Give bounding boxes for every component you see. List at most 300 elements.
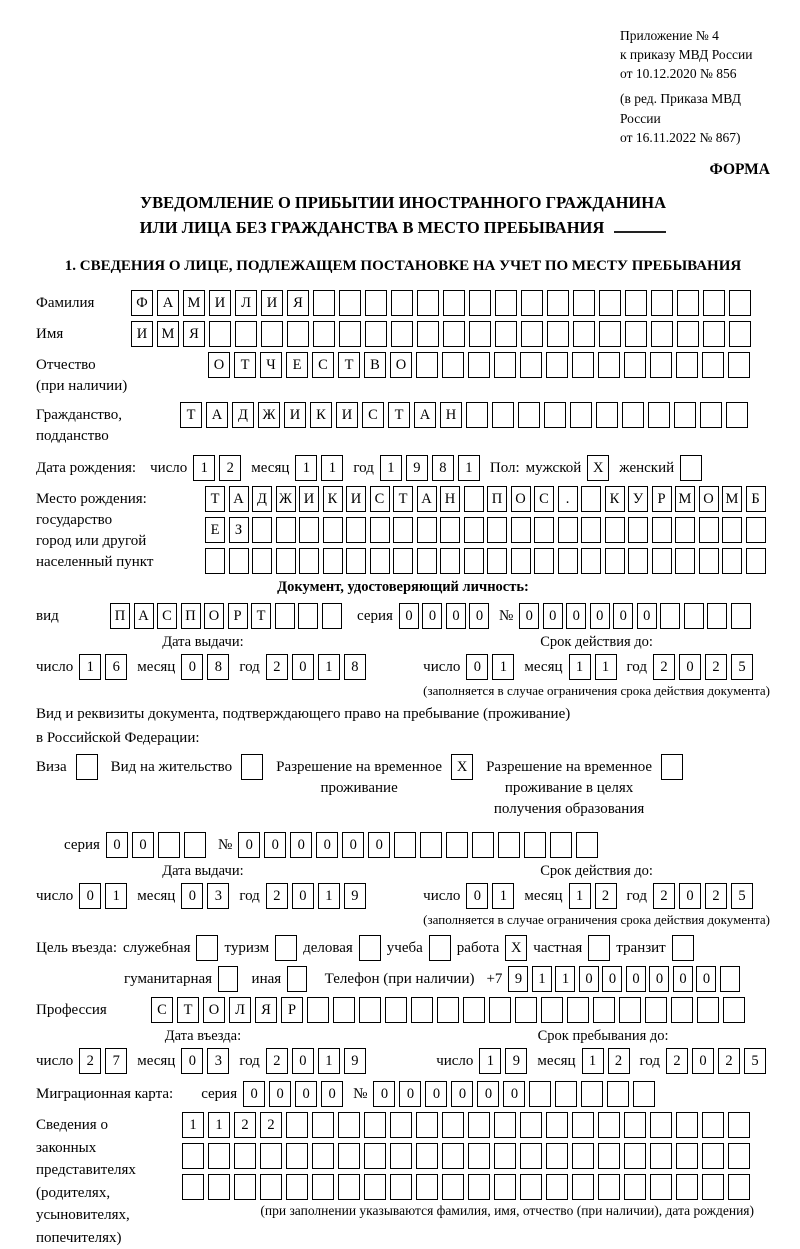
char-box[interactable]: [286, 1112, 308, 1138]
char-box[interactable]: [443, 290, 465, 316]
char-box[interactable]: [520, 352, 542, 378]
char-box[interactable]: [494, 1112, 516, 1138]
char-box[interactable]: [598, 1174, 620, 1200]
char-box[interactable]: 2: [219, 455, 241, 481]
char-box[interactable]: [492, 402, 514, 428]
char-box[interactable]: [494, 352, 516, 378]
char-box[interactable]: 0: [269, 1081, 291, 1107]
char-box[interactable]: [323, 517, 343, 543]
char-box[interactable]: 0: [292, 1048, 314, 1074]
char-box[interactable]: [313, 321, 335, 347]
char-box[interactable]: [520, 1112, 542, 1138]
char-box[interactable]: О: [204, 603, 224, 629]
char-box[interactable]: 0: [181, 883, 203, 909]
char-box[interactable]: [645, 997, 667, 1023]
char-box[interactable]: 1: [318, 654, 340, 680]
char-box[interactable]: 0: [637, 603, 657, 629]
char-box[interactable]: А: [229, 486, 249, 512]
char-box[interactable]: [364, 1143, 386, 1169]
char-box[interactable]: [511, 517, 531, 543]
female-checkbox[interactable]: [680, 455, 702, 481]
char-box[interactable]: [702, 1143, 724, 1169]
char-box[interactable]: Ф: [131, 290, 153, 316]
char-box[interactable]: [208, 1174, 230, 1200]
char-box[interactable]: [313, 290, 335, 316]
temporary-residence-checkbox[interactable]: X: [451, 754, 473, 780]
char-box[interactable]: [359, 997, 381, 1023]
char-box[interactable]: Ж: [276, 486, 296, 512]
char-box[interactable]: [534, 548, 554, 574]
char-box[interactable]: [675, 517, 695, 543]
char-box[interactable]: 2: [653, 654, 675, 680]
char-box[interactable]: [633, 1081, 655, 1107]
char-box[interactable]: [468, 1174, 490, 1200]
char-box[interactable]: [299, 548, 319, 574]
char-box[interactable]: [487, 548, 507, 574]
char-box[interactable]: [598, 1143, 620, 1169]
char-box[interactable]: О: [208, 352, 230, 378]
char-box[interactable]: 2: [234, 1112, 256, 1138]
char-box[interactable]: [702, 1174, 724, 1200]
char-box[interactable]: 0: [649, 966, 669, 992]
char-box[interactable]: [677, 290, 699, 316]
char-box[interactable]: [518, 402, 540, 428]
education-residence-checkbox[interactable]: [661, 754, 683, 780]
char-box[interactable]: 0: [290, 832, 312, 858]
char-box[interactable]: С: [534, 486, 554, 512]
char-box[interactable]: Е: [205, 517, 225, 543]
char-box[interactable]: [446, 832, 468, 858]
char-box[interactable]: [298, 603, 318, 629]
char-box[interactable]: [726, 402, 748, 428]
char-box[interactable]: [260, 1143, 282, 1169]
char-box[interactable]: [676, 1112, 698, 1138]
char-box[interactable]: 0: [106, 832, 128, 858]
char-box[interactable]: [660, 603, 680, 629]
purpose-transit-checkbox[interactable]: [672, 935, 694, 961]
char-box[interactable]: [286, 1174, 308, 1200]
char-box[interactable]: [391, 321, 413, 347]
char-box[interactable]: [437, 997, 459, 1023]
char-box[interactable]: [442, 1174, 464, 1200]
char-box[interactable]: [723, 997, 745, 1023]
char-box[interactable]: С: [370, 486, 390, 512]
char-box[interactable]: [420, 832, 442, 858]
char-box[interactable]: [205, 548, 225, 574]
char-box[interactable]: 1: [479, 1048, 501, 1074]
char-box[interactable]: 0: [519, 603, 539, 629]
char-box[interactable]: Ж: [258, 402, 280, 428]
char-box[interactable]: [625, 321, 647, 347]
char-box[interactable]: У: [628, 486, 648, 512]
char-box[interactable]: [463, 997, 485, 1023]
char-box[interactable]: [703, 321, 725, 347]
char-box[interactable]: [702, 1112, 724, 1138]
char-box[interactable]: С: [157, 603, 177, 629]
char-box[interactable]: [234, 1143, 256, 1169]
char-box[interactable]: [555, 1081, 577, 1107]
char-box[interactable]: [581, 517, 601, 543]
char-box[interactable]: С: [151, 997, 173, 1023]
char-box[interactable]: 0: [626, 966, 646, 992]
char-box[interactable]: [252, 548, 272, 574]
char-box[interactable]: Я: [287, 290, 309, 316]
char-box[interactable]: [619, 997, 641, 1023]
char-box[interactable]: [521, 321, 543, 347]
char-box[interactable]: 2: [666, 1048, 688, 1074]
char-box[interactable]: Я: [183, 321, 205, 347]
char-box[interactable]: [728, 1174, 750, 1200]
char-box[interactable]: [650, 352, 672, 378]
char-box[interactable]: 6: [105, 654, 127, 680]
char-box[interactable]: Р: [652, 486, 672, 512]
char-box[interactable]: 1: [79, 654, 101, 680]
char-box[interactable]: [534, 517, 554, 543]
char-box[interactable]: Ч: [260, 352, 282, 378]
char-box[interactable]: И: [299, 486, 319, 512]
char-box[interactable]: [729, 321, 751, 347]
char-box[interactable]: 1: [492, 883, 514, 909]
char-box[interactable]: [364, 1112, 386, 1138]
char-box[interactable]: Т: [177, 997, 199, 1023]
char-box[interactable]: 1: [318, 1048, 340, 1074]
char-box[interactable]: [339, 321, 361, 347]
char-box[interactable]: 1: [182, 1112, 204, 1138]
char-box[interactable]: 2: [595, 883, 617, 909]
char-box[interactable]: [546, 352, 568, 378]
char-box[interactable]: [487, 517, 507, 543]
char-box[interactable]: Я: [255, 997, 277, 1023]
char-box[interactable]: [276, 517, 296, 543]
char-box[interactable]: Т: [338, 352, 360, 378]
char-box[interactable]: 1: [532, 966, 552, 992]
char-box[interactable]: [598, 1112, 620, 1138]
char-box[interactable]: 0: [579, 966, 599, 992]
char-box[interactable]: [684, 603, 704, 629]
char-box[interactable]: [746, 548, 766, 574]
char-box[interactable]: 3: [207, 1048, 229, 1074]
char-box[interactable]: [731, 603, 751, 629]
char-box[interactable]: 0: [295, 1081, 317, 1107]
char-box[interactable]: [572, 1143, 594, 1169]
char-box[interactable]: [333, 997, 355, 1023]
char-box[interactable]: [287, 321, 309, 347]
purpose-work-checkbox[interactable]: X: [505, 935, 527, 961]
char-box[interactable]: [707, 603, 727, 629]
char-box[interactable]: 0: [446, 603, 466, 629]
char-box[interactable]: [650, 1143, 672, 1169]
char-box[interactable]: [573, 321, 595, 347]
char-box[interactable]: [312, 1174, 334, 1200]
char-box[interactable]: [158, 832, 180, 858]
char-box[interactable]: [495, 321, 517, 347]
char-box[interactable]: [322, 603, 342, 629]
char-box[interactable]: [697, 997, 719, 1023]
char-box[interactable]: И: [346, 486, 366, 512]
char-box[interactable]: [468, 1143, 490, 1169]
char-box[interactable]: [370, 517, 390, 543]
char-box[interactable]: 9: [344, 1048, 366, 1074]
char-box[interactable]: [728, 352, 750, 378]
char-box[interactable]: .: [558, 486, 578, 512]
char-box[interactable]: [209, 321, 231, 347]
char-box[interactable]: [567, 997, 589, 1023]
char-box[interactable]: [544, 402, 566, 428]
char-box[interactable]: [546, 1143, 568, 1169]
char-box[interactable]: [417, 290, 439, 316]
char-box[interactable]: 9: [406, 455, 428, 481]
char-box[interactable]: 0: [368, 832, 390, 858]
char-box[interactable]: [581, 548, 601, 574]
char-box[interactable]: 0: [679, 883, 701, 909]
char-box[interactable]: [515, 997, 537, 1023]
char-box[interactable]: [494, 1174, 516, 1200]
char-box[interactable]: 2: [79, 1048, 101, 1074]
char-box[interactable]: О: [390, 352, 412, 378]
char-box[interactable]: [390, 1143, 412, 1169]
char-box[interactable]: [572, 352, 594, 378]
char-box[interactable]: [576, 832, 598, 858]
char-box[interactable]: [675, 548, 695, 574]
char-box[interactable]: М: [675, 486, 695, 512]
char-box[interactable]: [464, 486, 484, 512]
char-box[interactable]: 1: [555, 966, 575, 992]
char-box[interactable]: 5: [744, 1048, 766, 1074]
char-box[interactable]: 0: [466, 654, 488, 680]
char-box[interactable]: [440, 517, 460, 543]
char-box[interactable]: [234, 1174, 256, 1200]
char-box[interactable]: [622, 402, 644, 428]
char-box[interactable]: Д: [232, 402, 254, 428]
char-box[interactable]: 1: [458, 455, 480, 481]
char-box[interactable]: А: [417, 486, 437, 512]
char-box[interactable]: [440, 548, 460, 574]
char-box[interactable]: [390, 1112, 412, 1138]
char-box[interactable]: [699, 548, 719, 574]
char-box[interactable]: [624, 1174, 646, 1200]
char-box[interactable]: [252, 517, 272, 543]
char-box[interactable]: 0: [692, 1048, 714, 1074]
char-box[interactable]: К: [323, 486, 343, 512]
char-box[interactable]: [442, 352, 464, 378]
char-box[interactable]: 0: [543, 603, 563, 629]
char-box[interactable]: Т: [234, 352, 256, 378]
char-box[interactable]: 1: [208, 1112, 230, 1138]
char-box[interactable]: [286, 1143, 308, 1169]
char-box[interactable]: [323, 548, 343, 574]
char-box[interactable]: [275, 603, 295, 629]
char-box[interactable]: [417, 517, 437, 543]
char-box[interactable]: [443, 321, 465, 347]
char-box[interactable]: [468, 1112, 490, 1138]
purpose-commercial-checkbox[interactable]: [359, 935, 381, 961]
char-box[interactable]: [416, 1174, 438, 1200]
char-box[interactable]: [720, 966, 740, 992]
char-box[interactable]: [338, 1174, 360, 1200]
char-box[interactable]: С: [312, 352, 334, 378]
residence-permit-checkbox[interactable]: [241, 754, 263, 780]
char-box[interactable]: [346, 548, 366, 574]
char-box[interactable]: [468, 352, 490, 378]
char-box[interactable]: А: [206, 402, 228, 428]
char-box[interactable]: [521, 290, 543, 316]
char-box[interactable]: [182, 1174, 204, 1200]
char-box[interactable]: [276, 548, 296, 574]
char-box[interactable]: 1: [569, 654, 591, 680]
char-box[interactable]: Т: [180, 402, 202, 428]
char-box[interactable]: В: [364, 352, 386, 378]
char-box[interactable]: [558, 517, 578, 543]
char-box[interactable]: [547, 290, 569, 316]
char-box[interactable]: [624, 1112, 646, 1138]
char-box[interactable]: [494, 1143, 516, 1169]
char-box[interactable]: 2: [266, 883, 288, 909]
char-box[interactable]: [598, 352, 620, 378]
char-box[interactable]: 0: [243, 1081, 265, 1107]
char-box[interactable]: 1: [380, 455, 402, 481]
purpose-humanitarian-checkbox[interactable]: [218, 966, 238, 992]
char-box[interactable]: 8: [344, 654, 366, 680]
char-box[interactable]: 1: [321, 455, 343, 481]
char-box[interactable]: [676, 1174, 698, 1200]
char-box[interactable]: [722, 548, 742, 574]
char-box[interactable]: 9: [508, 966, 528, 992]
char-box[interactable]: [572, 1112, 594, 1138]
char-box[interactable]: [729, 290, 751, 316]
char-box[interactable]: [581, 1081, 603, 1107]
char-box[interactable]: [676, 352, 698, 378]
char-box[interactable]: [364, 1174, 386, 1200]
purpose-tourism-checkbox[interactable]: [275, 935, 297, 961]
char-box[interactable]: 2: [266, 654, 288, 680]
char-box[interactable]: [393, 548, 413, 574]
char-box[interactable]: [469, 321, 491, 347]
char-box[interactable]: Н: [440, 486, 460, 512]
purpose-business-checkbox[interactable]: [196, 935, 218, 961]
char-box[interactable]: [677, 321, 699, 347]
char-box[interactable]: 0: [399, 603, 419, 629]
char-box[interactable]: [728, 1112, 750, 1138]
char-box[interactable]: 0: [602, 966, 622, 992]
char-box[interactable]: 1: [295, 455, 317, 481]
char-box[interactable]: [416, 352, 438, 378]
char-box[interactable]: [416, 1112, 438, 1138]
char-box[interactable]: 0: [477, 1081, 499, 1107]
char-box[interactable]: [607, 1081, 629, 1107]
char-box[interactable]: [182, 1143, 204, 1169]
char-box[interactable]: [651, 321, 673, 347]
char-box[interactable]: [208, 1143, 230, 1169]
char-box[interactable]: [546, 1112, 568, 1138]
char-box[interactable]: М: [157, 321, 179, 347]
char-box[interactable]: [184, 832, 206, 858]
char-box[interactable]: О: [699, 486, 719, 512]
char-box[interactable]: [472, 832, 494, 858]
char-box[interactable]: [524, 832, 546, 858]
char-box[interactable]: [261, 321, 283, 347]
char-box[interactable]: К: [605, 486, 625, 512]
char-box[interactable]: 0: [264, 832, 286, 858]
char-box[interactable]: 0: [238, 832, 260, 858]
char-box[interactable]: К: [310, 402, 332, 428]
char-box[interactable]: П: [487, 486, 507, 512]
char-box[interactable]: З: [229, 517, 249, 543]
char-box[interactable]: [674, 402, 696, 428]
char-box[interactable]: 0: [590, 603, 610, 629]
char-box[interactable]: М: [183, 290, 205, 316]
char-box[interactable]: [469, 290, 491, 316]
char-box[interactable]: Т: [388, 402, 410, 428]
char-box[interactable]: Е: [286, 352, 308, 378]
char-box[interactable]: И: [131, 321, 153, 347]
char-box[interactable]: 2: [260, 1112, 282, 1138]
char-box[interactable]: [702, 352, 724, 378]
char-box[interactable]: [722, 517, 742, 543]
char-box[interactable]: 0: [292, 654, 314, 680]
visa-checkbox[interactable]: [76, 754, 98, 780]
char-box[interactable]: [572, 1174, 594, 1200]
char-box[interactable]: [411, 997, 433, 1023]
char-box[interactable]: 0: [503, 1081, 525, 1107]
char-box[interactable]: [520, 1174, 542, 1200]
char-box[interactable]: [307, 997, 329, 1023]
char-box[interactable]: 0: [566, 603, 586, 629]
char-box[interactable]: [417, 548, 437, 574]
char-box[interactable]: [442, 1112, 464, 1138]
purpose-other-checkbox[interactable]: [287, 966, 307, 992]
char-box[interactable]: [339, 290, 361, 316]
char-box[interactable]: [489, 997, 511, 1023]
char-box[interactable]: Р: [228, 603, 248, 629]
char-box[interactable]: Б: [746, 486, 766, 512]
char-box[interactable]: 0: [469, 603, 489, 629]
char-box[interactable]: С: [362, 402, 384, 428]
char-box[interactable]: Т: [205, 486, 225, 512]
char-box[interactable]: 9: [505, 1048, 527, 1074]
char-box[interactable]: [338, 1143, 360, 1169]
char-box[interactable]: И: [284, 402, 306, 428]
char-box[interactable]: 0: [342, 832, 364, 858]
char-box[interactable]: Н: [440, 402, 462, 428]
char-box[interactable]: 2: [266, 1048, 288, 1074]
char-box[interactable]: Л: [235, 290, 257, 316]
char-box[interactable]: 0: [613, 603, 633, 629]
char-box[interactable]: 0: [373, 1081, 395, 1107]
char-box[interactable]: П: [110, 603, 130, 629]
char-box[interactable]: 0: [181, 1048, 203, 1074]
char-box[interactable]: [299, 517, 319, 543]
char-box[interactable]: 0: [451, 1081, 473, 1107]
char-box[interactable]: [541, 997, 563, 1023]
char-box[interactable]: [466, 402, 488, 428]
char-box[interactable]: 1: [318, 883, 340, 909]
char-box[interactable]: М: [722, 486, 742, 512]
char-box[interactable]: [605, 548, 625, 574]
char-box[interactable]: 0: [696, 966, 716, 992]
char-box[interactable]: [547, 321, 569, 347]
char-box[interactable]: 1: [569, 883, 591, 909]
char-box[interactable]: [338, 1112, 360, 1138]
char-box[interactable]: [599, 290, 621, 316]
char-box[interactable]: 0: [425, 1081, 447, 1107]
char-box[interactable]: 1: [105, 883, 127, 909]
char-box[interactable]: [385, 997, 407, 1023]
char-box[interactable]: И: [336, 402, 358, 428]
char-box[interactable]: 9: [344, 883, 366, 909]
char-box[interactable]: [390, 1174, 412, 1200]
char-box[interactable]: Т: [393, 486, 413, 512]
char-box[interactable]: [570, 402, 592, 428]
